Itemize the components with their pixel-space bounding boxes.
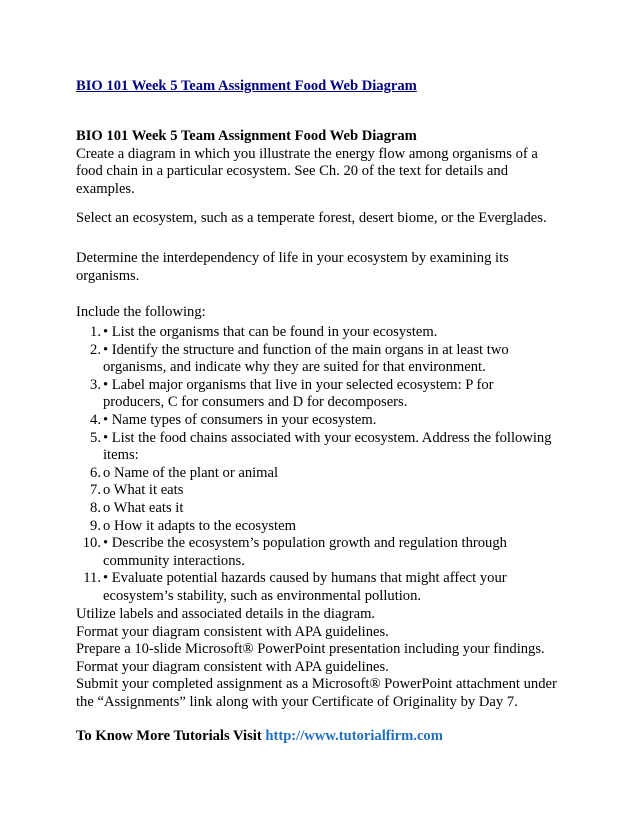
list-item-number: 10. xyxy=(82,535,101,552)
ecosystem-paragraph: Select an ecosystem, such as a temperate forest, desert biome, or the Everglades. xyxy=(76,210,547,226)
list-item xyxy=(76,412,556,430)
closing-line: Format your diagram consistent with APA guidelines. xyxy=(76,658,389,675)
list-item-text: • List the organisms that can be found in your ecosystem. xyxy=(103,324,438,340)
list-item-number: 6. xyxy=(90,464,101,481)
include-label: Include the following: xyxy=(76,304,206,320)
closing-line: Format your diagram consistent with APA guidelines. xyxy=(76,623,389,640)
list-item xyxy=(76,500,556,518)
closing-line: Prepare a 10-slide Microsoft® PowerPoint presentation including your findings. xyxy=(76,641,545,658)
list-item-text: • List the food chains associated with your ecosystem. Address the following items: xyxy=(103,429,552,464)
footer-link[interactable]: http://www.tutorialfirm.com xyxy=(265,728,443,744)
list-item xyxy=(76,518,556,536)
closing-line: Submit your completed assignment as a Microsoft® PowerPoint attachment under the “Assignments” link along with your Certificate of Originality by Day 7. xyxy=(76,676,557,710)
footer xyxy=(76,728,443,746)
list-item-text: o Name of the plant or animal xyxy=(103,464,279,481)
list-item xyxy=(76,430,556,465)
list-item-number: 8. xyxy=(90,499,101,516)
list-item-number: 1. xyxy=(90,324,101,340)
list-item-text: • Label major organisms that live in your selected ecosystem: P for producers, C for consumers and D for decomposers. xyxy=(103,376,494,411)
intro-heading: BIO 101 Week 5 Team Assignment Food Web Diagram xyxy=(76,128,417,144)
list-item xyxy=(76,465,556,483)
list-item xyxy=(76,535,556,570)
list-item-number: 2. xyxy=(90,341,101,358)
intro-section xyxy=(76,128,556,198)
title-link[interactable]: BIO 101 Week 5 Team Assignment Food Web Diagram xyxy=(76,78,417,94)
list-item xyxy=(76,570,556,605)
list-item-number: 7. xyxy=(90,482,101,499)
closing-line: Utilize labels and associated details in the diagram. xyxy=(76,606,376,622)
list-item xyxy=(76,377,556,412)
closing-section xyxy=(76,606,566,712)
list-item-number: 4. xyxy=(90,411,101,428)
list-item-text: o What it eats xyxy=(103,482,184,499)
list-item-text: • Name types of consumers in your ecosystem. xyxy=(103,411,377,428)
list-item-number: 5. xyxy=(90,429,101,446)
list-item-number: 11. xyxy=(83,570,101,587)
list-item xyxy=(76,482,556,500)
interdependency-paragraph: Determine the interdependency of life in your ecosystem by examining its organisms. xyxy=(76,250,509,284)
list-item-number: 9. xyxy=(90,517,101,534)
list-item-text: • Describe the ecosystem’s population growth and regulation through community interactions. xyxy=(103,535,507,569)
list-item-text: • Identify the structure and function of the main organs in at least two organisms, and indicate why they are suited for that environment. xyxy=(103,341,509,376)
footer-label: To Know More Tutorials Visit xyxy=(76,728,262,744)
list-item xyxy=(76,342,556,377)
list-item-text: o How it adapts to the ecosystem xyxy=(103,517,296,534)
list-item-text: • Evaluate potential hazards caused by humans that might affect your ecosystem’s stability, such as environmental pollution. xyxy=(103,570,507,604)
requirements-list xyxy=(76,324,556,606)
list-item xyxy=(76,324,556,342)
list-item-number: 3. xyxy=(90,376,101,393)
list-item-text: o What eats it xyxy=(103,499,184,516)
intro-text: Create a diagram in which you illustrate the energy flow among organisms of a food chain in a particular ecosystem. See Ch. 20 of the text for details and examples. xyxy=(76,145,538,197)
